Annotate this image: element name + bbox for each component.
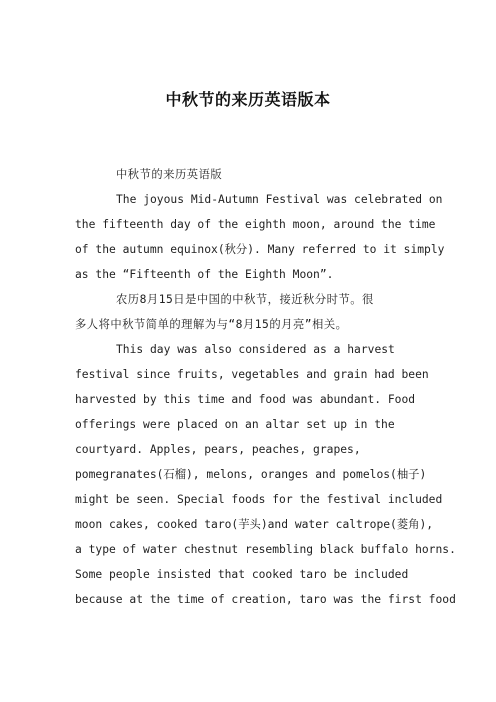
paragraph-1-line-1: The joyous Mid-Autumn Festival was celebrated on	[116, 193, 443, 206]
paragraph-1-line-4: as the “Fifteenth of the Eighth Moon”.	[75, 268, 334, 281]
document-title: 中秋节的来历英语版本	[165, 90, 331, 109]
paragraph-3-line-9: a type of water chestnut resembling black buffalo horns.	[75, 543, 456, 556]
paragraph-3-line-4: offerings were placed on an altar set up in the	[75, 418, 395, 431]
paragraph-3-line-7: might be seen. Special foods for the festival included	[75, 493, 443, 506]
paragraph-2-line-2: 多人将中秋节简单的理解为与“8月15的月亮”相关。	[75, 318, 348, 331]
paragraph-3-line-6: pomegranates(石榴), melons, oranges and pomelos(柚子)	[75, 468, 427, 481]
paragraph-3-line-10: Some people insisted that cooked taro be included	[75, 568, 409, 581]
subtitle-line: 中秋节的来历英语版	[116, 168, 223, 181]
paragraph-3-line-8: moon cakes, cooked taro(芋头)and water caltrope(菱角),	[75, 518, 434, 531]
paragraph-1-line-2: the fifteenth day of the eighth moon, around the time	[75, 218, 436, 231]
document-body	[75, 162, 456, 612]
paragraph-3-line-2: festival since fruits, vegetables and grain had been	[75, 368, 429, 381]
paragraph-1-line-3: of the autumn equinox(秋分). Many referred to it simply	[75, 243, 445, 256]
paragraph-3-line-11: because at the time of creation, taro was the first food	[75, 593, 456, 606]
paragraph-3-line-3: harvested by this time and food was abundant. Food	[75, 393, 416, 406]
paragraph-2-line-1: 农历8月15日是中国的中秋节，接近秋分时节。很	[116, 293, 374, 306]
paragraph-3-line-1: This day was also considered as a harvest	[116, 343, 395, 356]
paragraph-3-line-5: courtyard. Apples, pears, peaches, grapes,	[75, 443, 361, 456]
